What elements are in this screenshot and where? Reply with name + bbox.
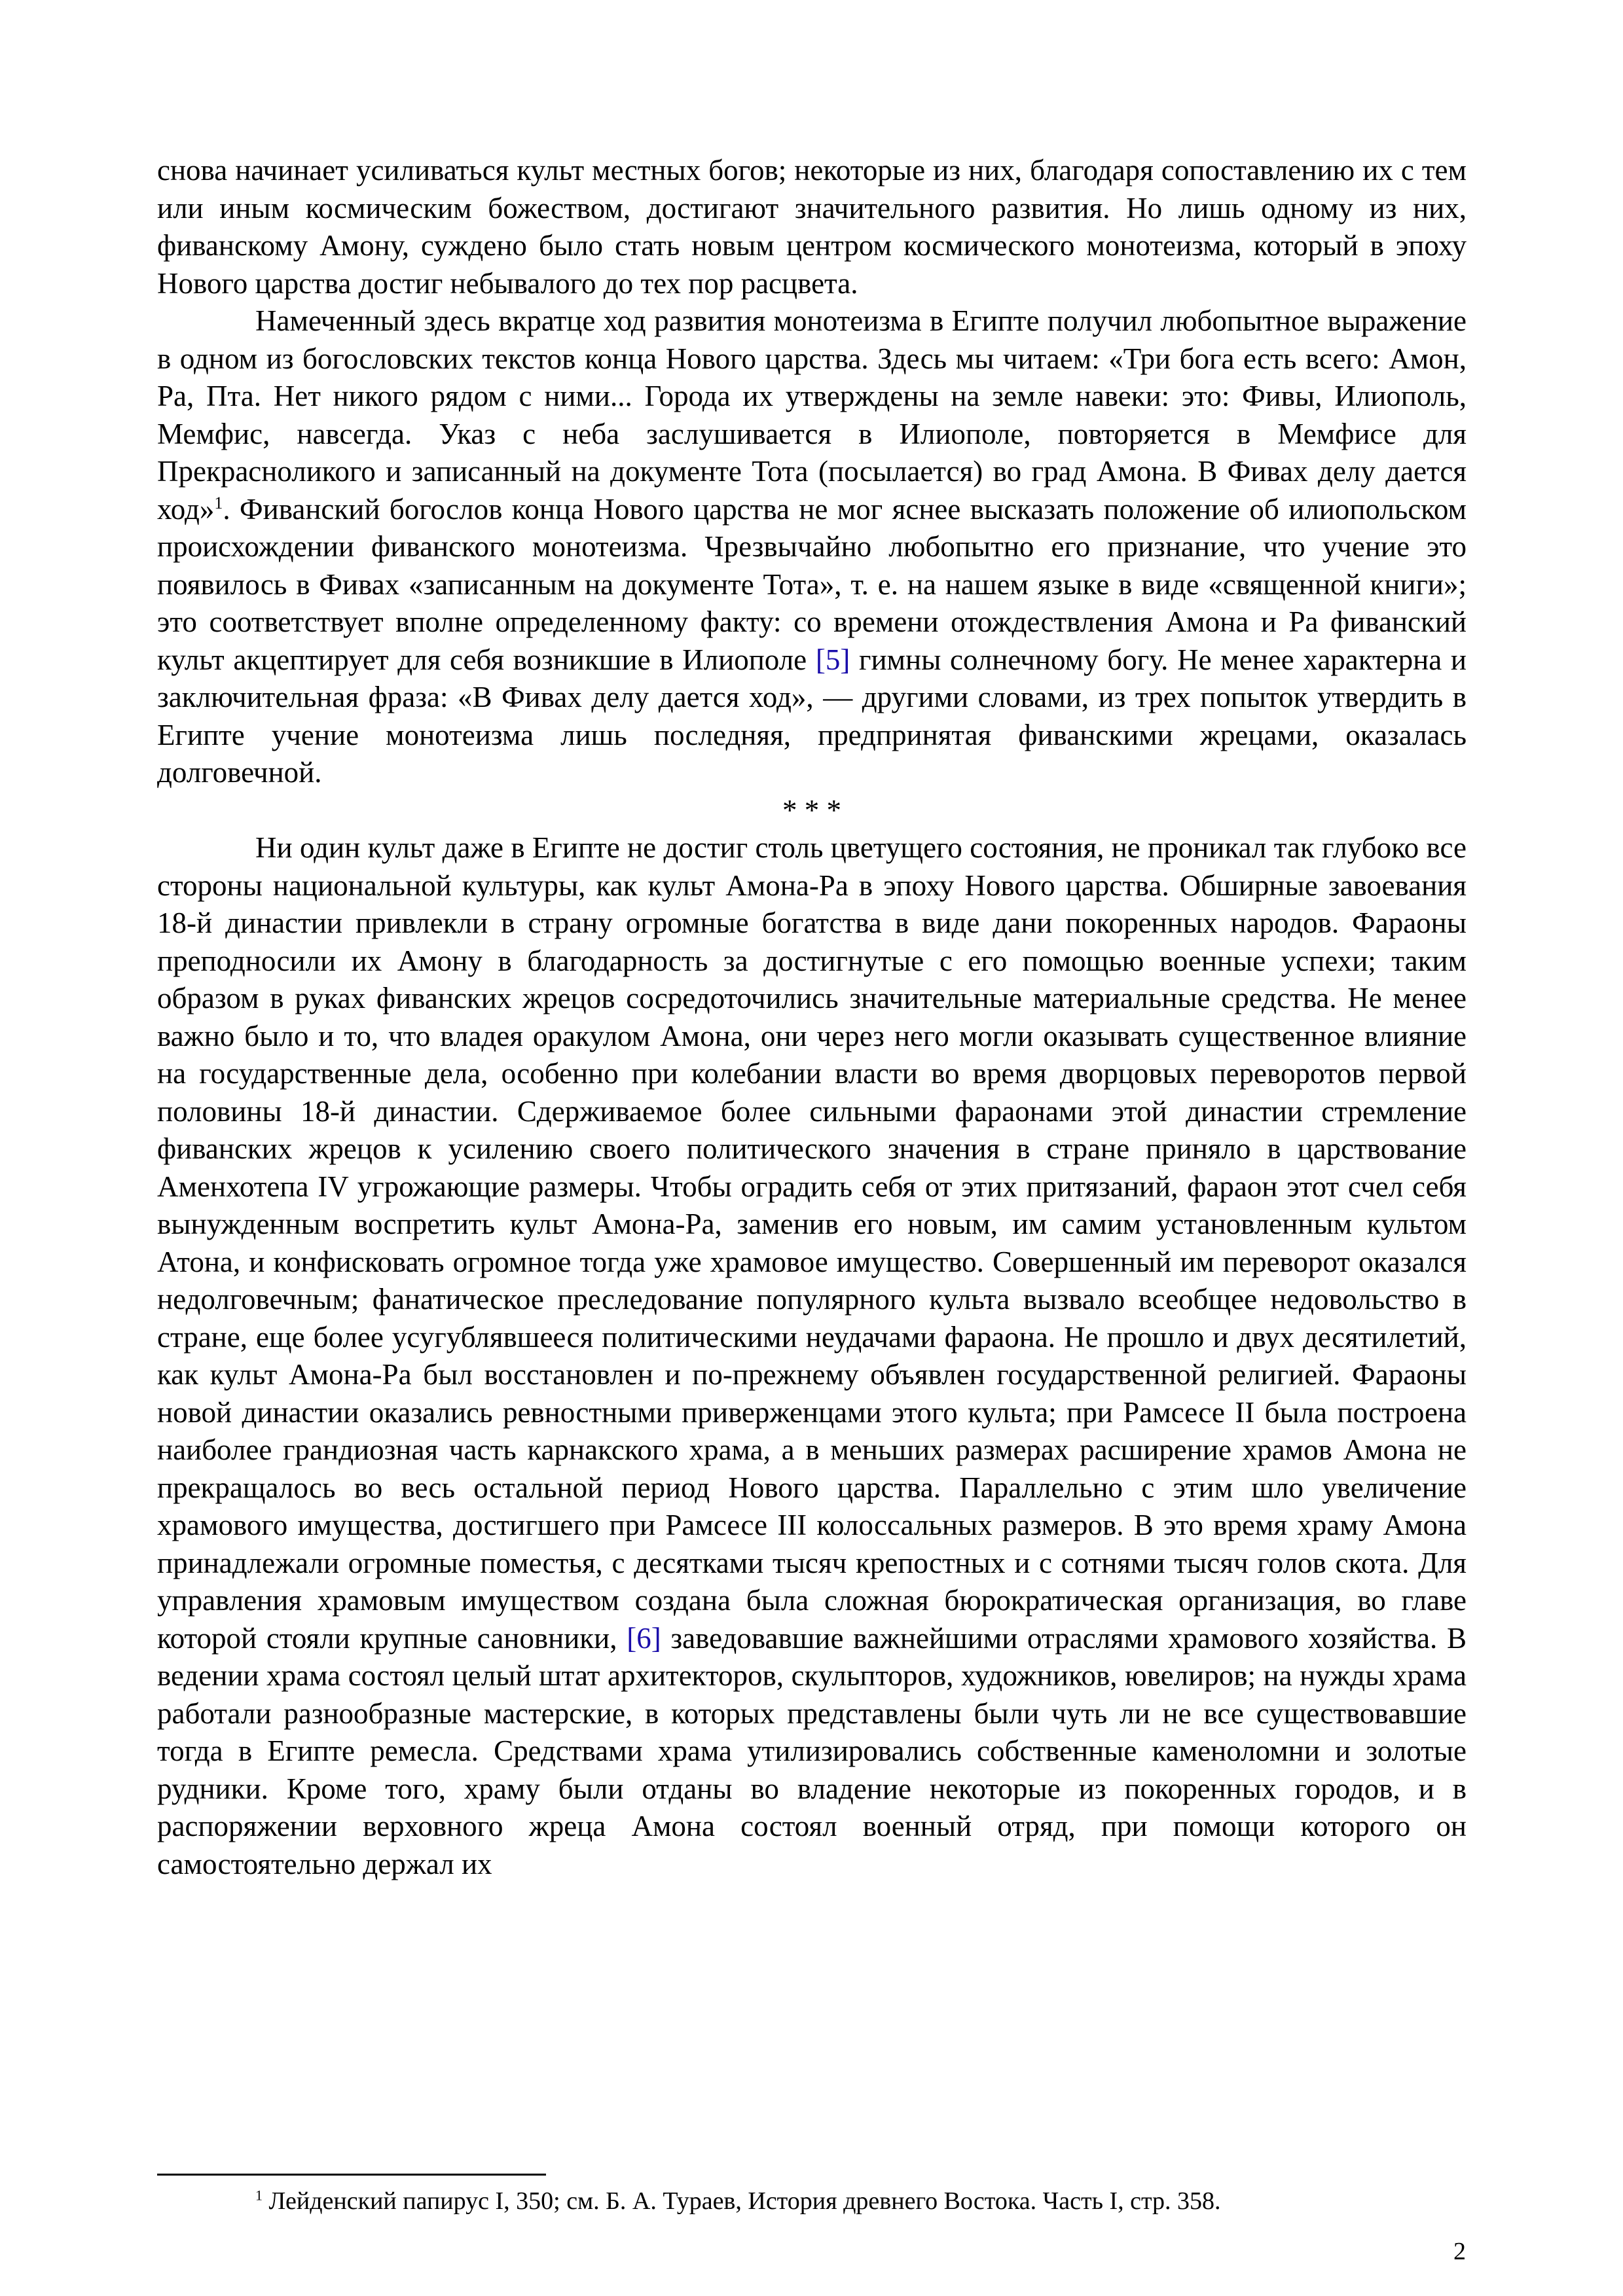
paragraph-3 <box>157 829 1467 1883</box>
paragraph-2 <box>157 302 1467 792</box>
footnote-marker: 1 <box>255 2187 263 2204</box>
paragraph-2-text-c: гимны солнечному богу. Не менее характерна и заключительная фраза: «В Фивах делу дается ход», — другими словами, из трех попыток утвердить в Египте учение монотеизма лишь последняя, предпринятая фиванскими жрецами, оказалась долговечной. <box>157 643 1467 789</box>
paragraph-3-text-b: заведовавшие важнейшими отраслями храмового хозяйства. В ведении храма состоял целый штат архитекторов, скульпторов, художников, ювелиров; на нужды храма работали разнообразные мастерские, в которых представлены были чуть ли не все существовавшие тогда в Египте ремесла. Средствами храма утилизировались собственные каменоломни и золотые рудники. Кроме того, храму были отданы во владение некоторые из покоренных городов, и в распоряжении верховного жреца Амона состоял военный отряд, при помощи которого он самостоятельно держал их <box>157 1621 1467 1880</box>
document-body <box>157 152 1467 1883</box>
reference-link-5[interactable]: [5] <box>815 643 850 676</box>
paragraph-3-text-a: Ни один культ даже в Египте не достиг столь цветущего состояния, не проникал так глубоко все стороны национальной культуры, как культ Амона-Ра в эпоху Нового царства. Обширные завоевания 18-й династии привлекли в страну огромные богатства в виде дани покоренных народов. Фараоны преподносили их Амону в благодарность за достигнутые с его помощью военные успехи; таким образом в руках фиванских жрецов сосредоточились значительные материальные средства. Не менее важно было и то, что владея оракулом Амона, они через него могли оказывать существенное влияние на государственные дела, особенно при колебании власти во время дворцовых переворотов первой половины 18-й династии. Сдерживаемое более сильными фараонами этой династии стремление фиванских жрецов к усилению своего политического значения в стране приняло в царствование Аменхотепа IV угрожающие размеры. Чтобы оградить себя от этих притязаний, фараон этот счел себя вынужденным воспретить культ Амона-Ра, заменив его новым, им самим установленным культом Атона, и конфисковать огромное тогда уже храмовое имущество. Совершенный им переворот оказался недолговечным; фанатическое преследование популярного культа вызвало всеобщее недовольство в стране, еще более усугублявшееся политическими неудачами фараона. Не прошло и двух десятилетий, как культ Амона-Ра был восстановлен и по-прежнему объявлен государственной религией. Фараоны новой династии оказались ревностными приверженцами этого культа; при Рамсесе II была построена наиболее грандиозная часть карнакского храма, а в меньших размерах расширение храмов Амона не прекращалось во весь остальной период Нового царства. Параллельно с этим шло увеличение храмового имущества, достигшего при Рамсесе III колоссальных размеров. В это время храму Амона принадлежали огромные поместья, с десятками тысяч крепостных и с сотнями тысяч голов скота. Для управления храмовым имуществом создана была сложная бюрократическая организация, во главе которой стояли крупные сановники, <box>157 831 1467 1655</box>
section-separator: * * * <box>782 793 841 827</box>
footnote-reference[interactable]: 1 <box>214 493 223 512</box>
reference-link-6[interactable]: [6] <box>627 1621 661 1655</box>
footnote-divider <box>157 2174 546 2176</box>
paragraph-1-text: снова начинает усиливаться культ местных богов; некоторые из них, благодаря сопоставлению их с тем или иным космическим божеством, достигают значительного развития. Но лишь одному из них, фиванскому Амону, суждено было стать новым центром космического монотеизма, который в эпоху Нового царства достиг небывалого до тех пор расцвета. <box>157 154 1467 300</box>
paragraph-2-text-b: . Фиванский богослов конца Нового царства не мог яснее высказать положение об илиопольском происхождении фиванского монотеизма. Чрезвычайно любопытно его признание, что учение это появилось в Фивах «записанным на документе Тота», т. е. на нашем языке в виде «священной книги»; это соответствует вполне определенному факту: со времени отождествления Амона и Ра фиванский культ акцептирует для себя возникшие в Илиополе <box>157 492 1467 676</box>
paragraph-1 <box>157 152 1467 302</box>
footnote-text: Лейденский папирус I, 350; см. Б. А. Тураев, История древнего Востока. Часть I, стр. 358. <box>263 2187 1221 2215</box>
footnote <box>255 2186 1467 2216</box>
paragraph-2-text-a: Намеченный здесь вкратце ход развития монотеизма в Египте получил любопытное выражение в одном из богословских текстов конца Нового царства. Здесь мы читаем: «Три бога есть всего: Амон, Ра, Пта. Нет никого рядом с ними... Города их утверждены на земле навеки: это: Фивы, Илиополь, Мемфис, навсегда. Указ с неба заслушивается в Илиополе, повторяется в Мемфисе для Прекрасноликого и записанный на документе Тота (посылается) во град Амона. В Фивах делу дается ход» <box>157 304 1467 526</box>
page-number: 2 <box>1453 2238 1466 2265</box>
